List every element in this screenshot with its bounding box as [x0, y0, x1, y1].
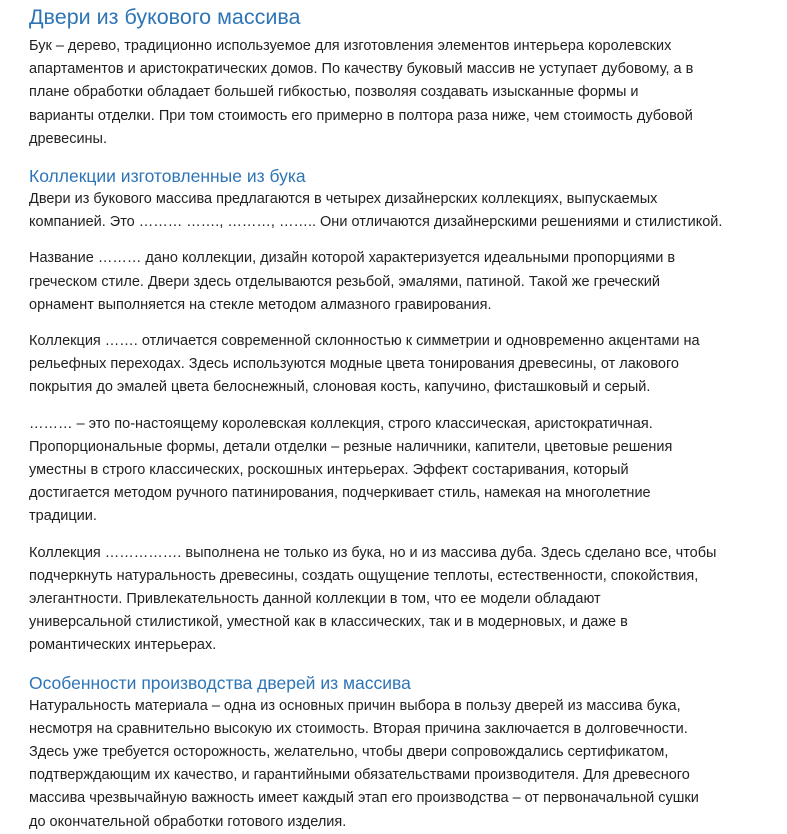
production-paragraph	[29, 695, 779, 834]
text-line: массива чрезвычайную важность имеет каждый этап его производства – от первоначальной сушки	[29, 790, 699, 807]
section-heading-collections: Коллекции изготовленные из бука	[29, 166, 306, 187]
text-line: Коллекция ……. отличается современной склонностью к симметрии и одновременно акцентами на	[29, 333, 700, 350]
intro-paragraph	[29, 35, 779, 151]
text-line: элегантности. Привлекательность данной коллекции в том, что ее модели обладают	[29, 591, 601, 608]
text-line: подтверждающим их качество, и гарантийными обязательствами производителя. Для древесного	[29, 767, 690, 784]
text-line: варианты отделки. При том стоимость его примерно в полтора раза ниже, чем стоимость дубовой	[29, 107, 693, 124]
text-line: до окончательной обработки готового изделия.	[29, 813, 347, 830]
text-line: романтических интерьерах.	[29, 637, 217, 654]
collections-paragraph-3	[29, 330, 779, 400]
page-title: Двери из букового массива	[29, 5, 301, 29]
text-line: апартаментов и аристократических домов. По качеству буковый массив не уступает дубовому, а в	[29, 61, 694, 78]
text-line: ……… – это по-настоящему королевская коллекция, строго классическая, аристократичная.	[29, 415, 653, 432]
collections-paragraph-2	[29, 247, 779, 317]
text-line: уместны в строго классических, роскошных интерьерах. Эффект состаривания, который	[29, 462, 629, 479]
text-line: древесины.	[29, 130, 108, 147]
collections-paragraph-1	[29, 188, 779, 234]
text-line: Коллекция ……………. выполнена не только из бука, но и из массива дуба. Здесь сделано все, чтобы	[29, 544, 717, 561]
text-line: универсальной стилистикой, уместной как в классических, так и в модерновых, и даже в	[29, 614, 628, 631]
text-line: греческом стиле. Двери здесь отделываются резьбой, эмалями, патиной. Такой же греческий	[29, 273, 660, 290]
text-line: традиции.	[29, 508, 97, 525]
text-line: орнамент выполняется на стекле методом алмазного гравирования.	[29, 296, 492, 313]
text-line: Название ……… дано коллекции, дизайн которой характеризуется идеальными пропорциями в	[29, 250, 676, 267]
text-line: Натуральность материала – одна из основных причин выбора в пользу дверей из массива бука,	[29, 697, 681, 714]
collections-paragraph-5	[29, 542, 779, 658]
collections-paragraph-4	[29, 413, 779, 529]
text-line: подчеркнуть натуральность древесины, создать ощущение теплоты, естественности, спокойствия,	[29, 567, 699, 584]
text-line: покрытия до эмалей цвета белоснежный, слоновая кость, капучино, фисташковый и серый.	[29, 379, 651, 396]
text-line: достигается методом ручного патинирования, подчеркивает стиль, намекая на многолетние	[29, 485, 651, 502]
text-line: Пропорциональные формы, детали отделки – резные наличники, капители, цветовые решения	[29, 438, 673, 455]
text-line: плане обработки обладает большей гибкостью, позволяя создавать изысканные формы и	[29, 84, 639, 101]
text-line: Бук – дерево, традиционно используемое для изготовления элементов интерьера королевских	[29, 38, 672, 54]
text-line: рельефных переходах. Здесь используются модные цвета тонирования древесины, от лакового	[29, 356, 679, 373]
text-line: Здесь уже требуется осторожность, желательно, чтобы двери сопровождались сертификатом,	[29, 744, 669, 761]
document	[29, 2, 779, 834]
text-line: компанией. Это ……… ……., ………, …….. Они отличаются дизайнерскими решениями и стилистикой.	[29, 214, 723, 231]
text-line: несмотря на сравнительно высокую их стоимость. Вторая причина заключается в долговечности.	[29, 720, 688, 737]
section-heading-production: Особенности производства дверей из массива	[29, 672, 411, 693]
text-line: Двери из букового массива предлагаются в четырех дизайнерских коллекциях, выпускаемых	[29, 191, 658, 208]
